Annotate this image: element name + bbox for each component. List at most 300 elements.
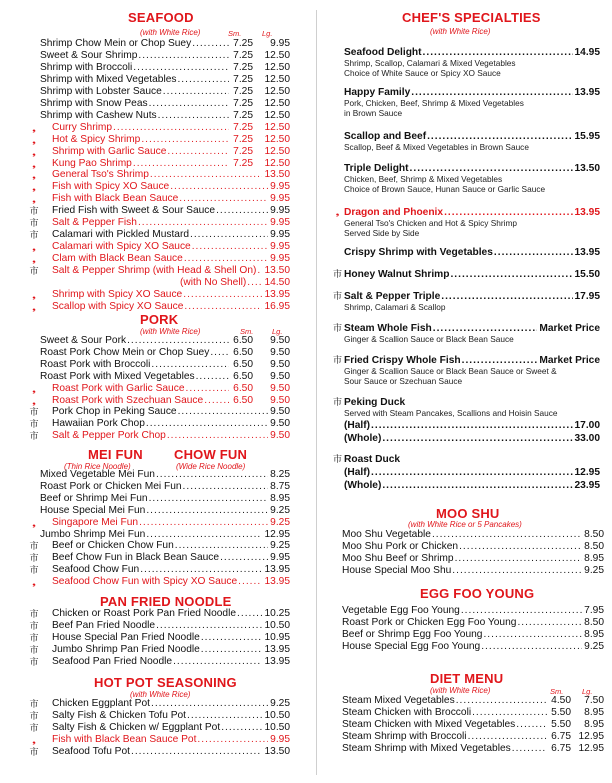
- leader-dots: [423, 46, 573, 59]
- hot-pepper-icon: ❟: [32, 254, 36, 265]
- menu-item-row: [0, 241, 300, 253]
- hot-pepper-icon: ❟: [32, 577, 36, 588]
- hot-pepper-icon: ❟: [32, 170, 36, 181]
- leader-dots: [113, 122, 229, 134]
- menu-item-row: [318, 529, 612, 541]
- menu-item-row: [0, 277, 300, 289]
- menu-item-row: [0, 146, 300, 158]
- chef-special-icon: 市: [29, 609, 39, 619]
- specialty-name: Crispy Shrimp with Vegetables: [344, 247, 493, 258]
- item-name: Salt & Pepper Shrimp (with Head & Shell On): [52, 265, 257, 277]
- leader-dots: [382, 432, 572, 445]
- price-large: 13.50: [264, 745, 290, 757]
- price-small: 6.50: [233, 335, 253, 346]
- leader-dots: [452, 565, 582, 577]
- specialty-line: [344, 86, 600, 99]
- price-large: 9.95: [270, 181, 290, 193]
- menu-item-row: [0, 38, 300, 50]
- menu-item-row: [318, 641, 612, 653]
- price-large: 13.95: [264, 576, 290, 588]
- leader-dots: [138, 50, 229, 62]
- chef-special-icon: 市: [29, 710, 39, 721]
- section-subtitle: (with White Rice): [140, 28, 201, 37]
- menu-item-row: [0, 193, 300, 205]
- price-large: 12.50: [264, 109, 290, 121]
- leader-dots: [170, 181, 268, 193]
- menu-item-row: [0, 265, 300, 277]
- hot-pepper-icon: ❟: [32, 734, 36, 745]
- price-large: 9.25: [584, 640, 604, 652]
- leader-dots: [149, 493, 268, 505]
- menu-item-row: [0, 632, 300, 644]
- menu-item-row: [318, 719, 612, 731]
- hot-pepper-icon: ❟: [335, 207, 340, 217]
- item-name: Chicken Eggplant Pot: [52, 698, 150, 709]
- chef-special-icon: 市: [29, 419, 39, 430]
- size-label: (Half): [344, 419, 371, 431]
- item-name: Roast Pork with Broccoli: [40, 358, 151, 370]
- price-large: 9.95: [270, 217, 290, 229]
- leader-dots: [472, 707, 547, 719]
- specialty-description: Served Side by Side: [344, 227, 420, 238]
- price-large: 14.50: [264, 277, 290, 288]
- item-name: Curry Shrimp: [52, 121, 113, 133]
- chef-special-icon: 市: [29, 632, 39, 643]
- price-large: 7.95: [584, 605, 604, 616]
- menu-item-row: [0, 430, 300, 442]
- price-large: 13.50: [264, 265, 290, 277]
- price-small: 4.50: [551, 695, 571, 706]
- menu-item-row: [0, 493, 300, 505]
- specialty-name: Steam Whole Fish: [344, 323, 432, 334]
- leader-dots: [146, 529, 262, 541]
- item-name: Seafood Chow Fun: [52, 564, 140, 576]
- price-large: 12.50: [264, 73, 290, 85]
- item-name: Roast Pork with Garlic Sauce: [52, 382, 185, 394]
- leader-dots: [133, 158, 229, 170]
- leader-dots: [432, 529, 582, 541]
- price-small: 5.50: [551, 718, 571, 730]
- menu-item-row: [0, 62, 300, 74]
- leader-dots: [371, 466, 572, 479]
- specialty-price: 15.95: [574, 131, 600, 142]
- price-large: 8.25: [270, 469, 290, 480]
- specialty-name: Happy Family: [344, 87, 411, 98]
- price-large: 8.75: [270, 480, 290, 492]
- leader-dots: [146, 505, 268, 517]
- chef-special-icon: 市: [29, 230, 39, 241]
- item-name: (with No Shell): [180, 277, 247, 288]
- item-name: House Special Moo Shu: [342, 564, 452, 576]
- price-small: 7.25: [233, 73, 253, 85]
- section-subtitle: (with White Rice or 5 Pancakes): [408, 520, 522, 529]
- price-large: 9.25: [270, 698, 290, 709]
- price-large: 12.50: [264, 97, 290, 109]
- price-small: 7.25: [233, 85, 253, 97]
- leader-dots: [184, 301, 262, 313]
- item-name: Singapore Mei Fun: [52, 516, 139, 528]
- leader-dots: [179, 193, 268, 205]
- item-name: Sweet & Sour Shrimp: [40, 49, 138, 61]
- specialty-line: [335, 206, 600, 219]
- leader-dots: [371, 419, 572, 432]
- menu-item-row: [0, 50, 300, 62]
- menu-item-row: [0, 371, 300, 383]
- item-name: Calamari with Spicy XO Sauce: [52, 241, 191, 253]
- price-large: 9.50: [270, 406, 290, 418]
- price-large: 12.50: [264, 61, 290, 73]
- specialty-line: [332, 268, 600, 281]
- hot-pepper-icon: ❟: [32, 146, 36, 157]
- specialty-name: Peking Duck: [344, 397, 406, 408]
- item-name: Shrimp with Cashew Nuts: [40, 109, 157, 121]
- price-large: 13.50: [264, 169, 290, 181]
- leader-dots: [481, 641, 582, 653]
- leader-dots: [441, 290, 572, 303]
- menu-item-row: [0, 644, 300, 656]
- specialty-name: Salt & Pepper Triple: [344, 291, 441, 302]
- hot-pepper-icon: ❟: [32, 517, 36, 528]
- price-large: 10.95: [264, 631, 290, 643]
- specialty-line: [344, 246, 600, 259]
- price-large: 10.50: [264, 709, 290, 721]
- size-label: (Whole): [344, 432, 382, 444]
- menu-item-row: [0, 289, 300, 301]
- specialty-item: [332, 396, 600, 445]
- specialty-item: [332, 322, 600, 345]
- specialty-item: [344, 46, 600, 78]
- specialty-price: 15.50: [574, 269, 600, 280]
- chef-special-icon: 市: [332, 323, 342, 333]
- specialty-description: Shrimp, Scallop, Calamari & Mixed Vegetables: [344, 58, 516, 68]
- menu-item-row: [0, 469, 300, 481]
- leader-dots: [151, 698, 268, 710]
- menu-item-row: [0, 734, 300, 746]
- column-divider: [316, 10, 317, 775]
- specialty-item: [335, 206, 600, 238]
- leader-dots: [139, 517, 268, 529]
- section-title: PORK: [140, 312, 179, 327]
- chef-special-icon: 市: [332, 355, 342, 365]
- hot-pepper-icon: ❟: [32, 383, 36, 394]
- menu-item-row: [0, 134, 300, 146]
- price-small: 7.25: [233, 157, 253, 169]
- price-large: 8.95: [584, 706, 604, 718]
- price-large: 9.25: [270, 504, 290, 516]
- price-large: 9.95: [270, 733, 290, 745]
- specialty-item: [332, 268, 600, 281]
- specialty-item: [332, 290, 600, 313]
- price-large: 9.50: [270, 382, 290, 394]
- specialty-price: Market Price: [539, 355, 600, 366]
- price-large: 10.50: [264, 721, 290, 733]
- price-large: 16.95: [264, 300, 290, 312]
- specialty-description: Shrimp, Calamari & Scallop: [344, 302, 446, 312]
- menu-item-row: [0, 335, 300, 347]
- price-large: 9.50: [270, 370, 290, 382]
- item-name: Fish with Spicy XO Sauce: [52, 181, 170, 193]
- price-small: 7.25: [233, 38, 253, 49]
- price-large: 8.50: [584, 540, 604, 552]
- specialty-price: 13.95: [574, 247, 600, 258]
- specialty-line: [332, 354, 600, 367]
- item-name: Steam Chicken with Broccoli: [342, 706, 472, 718]
- menu-item-row: [0, 98, 300, 110]
- price-small: 7.25: [233, 121, 253, 133]
- leader-dots: [178, 406, 268, 418]
- specialty-name: Honey Walnut Shrimp: [344, 269, 450, 280]
- leader-dots: [187, 710, 262, 722]
- leader-dots: [483, 629, 582, 641]
- menu-item-row: [0, 383, 300, 395]
- menu-item-row: [0, 608, 300, 620]
- section-title: PAN FRIED NOODLE: [100, 594, 232, 609]
- item-name: Moo Shu Vegetable: [342, 529, 431, 540]
- leader-dots: [149, 98, 229, 110]
- size-label: (Whole): [344, 480, 382, 491]
- specialty-item: [332, 354, 600, 386]
- price-small: 7.25: [233, 145, 253, 157]
- hot-pepper-icon: ❟: [32, 134, 36, 145]
- specialty-name: Dragon and Phoenix: [344, 207, 444, 218]
- menu-item-row: [0, 406, 300, 418]
- specialty-line: [344, 46, 600, 59]
- item-name: Jumbo Shrimp Pan Fried Noodle: [52, 643, 200, 655]
- price-large: 9.95: [270, 193, 290, 205]
- item-name: Shrimp with Spicy XO Sauce: [52, 288, 183, 300]
- item-name: Beef or Shrimp Egg Foo Young: [342, 628, 483, 640]
- leader-dots: [459, 541, 582, 553]
- chef-special-icon: 市: [29, 266, 39, 277]
- item-name: Salt & Pepper Pork Chop: [52, 430, 166, 442]
- item-name: Beef or Shrimp Mei Fun: [40, 492, 148, 504]
- section-title: MOO SHU: [436, 506, 500, 521]
- menu-item-row: [0, 359, 300, 371]
- menu-item-row: [318, 541, 612, 553]
- specialty-name: Fried Crispy Whole Fish: [344, 355, 461, 366]
- menu-item-row: [0, 418, 300, 430]
- chef-special-icon: 市: [332, 269, 342, 279]
- size-label: (Half): [344, 467, 371, 478]
- hot-pepper-icon: ❟: [32, 242, 36, 253]
- price-large: 8.95: [584, 628, 604, 640]
- chef-special-icon: 市: [29, 407, 39, 418]
- hot-pepper-icon: ❟: [32, 158, 36, 169]
- leader-dots: [201, 632, 262, 644]
- leader-dots: [133, 62, 229, 74]
- price-small: 6.50: [233, 394, 253, 406]
- price-large: 8.95: [584, 552, 604, 564]
- item-name: Shrimp with Broccoli: [40, 61, 133, 73]
- size-price-line: [344, 419, 600, 432]
- item-name: Shrimp with Garlic Sauce: [52, 145, 167, 157]
- specialty-item: [344, 86, 600, 118]
- item-name: Vegetable Egg Foo Young: [342, 605, 460, 616]
- hot-pepper-icon: ❟: [32, 194, 36, 205]
- price-small: 6.75: [551, 742, 571, 754]
- section-subtitle: (with White Rice): [130, 690, 191, 699]
- menu-item-row: [0, 540, 300, 552]
- menu-item-row: [318, 731, 612, 743]
- price-small: 6.75: [551, 730, 571, 742]
- chef-special-icon: 市: [29, 541, 39, 552]
- leader-dots: [462, 354, 538, 367]
- leader-dots: [138, 217, 268, 229]
- chef-special-icon: 市: [29, 722, 39, 733]
- item-name: Salt & Pepper Fish: [52, 217, 137, 229]
- menu-item-row: [0, 347, 300, 359]
- item-name: Seafood Chow Fun with Spicy XO Sauce: [52, 576, 238, 588]
- price-small: 6.50: [233, 370, 253, 382]
- price-large: 9.25: [270, 516, 290, 528]
- section-subtitle: (with White Rice): [430, 27, 491, 36]
- leader-dots: [456, 695, 547, 707]
- specialty-description: Served with Steam Pancakes, Scallions and Hoisin Sauce: [344, 408, 558, 418]
- price-large: 9.95: [270, 241, 290, 253]
- item-name: Scallop with Spicy XO Sauce: [52, 300, 184, 312]
- item-name: House Special Mei Fun: [40, 504, 146, 516]
- price-large: 9.95: [270, 205, 290, 217]
- specialty-description: General Tso's Chicken and Hot & Spicy Shrimp: [344, 218, 517, 228]
- item-name: Seafood Tofu Pot: [52, 745, 130, 757]
- hot-pepper-icon: ❟: [32, 182, 36, 193]
- leader-dots: [167, 430, 268, 442]
- item-name: Mixed Vegetable Mei Fun: [40, 469, 155, 480]
- item-name: Steam Shrimp with Broccoli: [342, 730, 467, 742]
- specialty-price: 13.95: [574, 207, 600, 218]
- item-name: General Tso's Shrimp: [52, 169, 149, 181]
- specialty-description: in Brown Sauce: [344, 107, 403, 118]
- menu-item-row: [0, 722, 300, 734]
- leader-dots: [494, 246, 573, 259]
- price-large: 9.50: [270, 335, 290, 346]
- chef-special-icon: 市: [29, 656, 39, 667]
- specialty-item: [344, 162, 600, 194]
- specialty-line: [332, 322, 600, 335]
- section-title: CHEF'S SPECIALTIES: [402, 10, 541, 25]
- item-name: Fish with Black Bean Sauce Pot: [52, 733, 197, 745]
- price-small: 7.25: [233, 49, 253, 61]
- price-large: 13.95: [264, 643, 290, 655]
- specialty-price: Market Price: [539, 323, 600, 334]
- menu-item-row: [318, 565, 612, 577]
- price-large: 12.50: [264, 49, 290, 61]
- specialty-description: Ginger & Scallion Sauce or Black Bean Sauce: [344, 334, 514, 344]
- leader-dots: [455, 553, 582, 565]
- section-subtitle: (with White Rice): [140, 327, 201, 336]
- price-large: 10.50: [264, 619, 290, 631]
- menu-item-row: [318, 629, 612, 641]
- item-name: Calamari with Pickled Mustard: [52, 229, 190, 241]
- leader-dots: [444, 206, 572, 219]
- specialty-description: Scallop, Beef & Mixed Vegetables in Brown Sauce: [344, 142, 529, 152]
- item-name: Fish with Black Bean Sauce: [52, 193, 179, 205]
- specialty-name: Scallop and Beef: [344, 131, 427, 142]
- price-large: 13.95: [264, 564, 290, 576]
- item-name: Beef Pan Fried Noodle: [52, 619, 156, 631]
- size-price-line: [344, 432, 600, 445]
- price-large: 12.95: [578, 730, 604, 742]
- specialty-price: 13.50: [574, 163, 600, 174]
- chef-special-icon: 市: [29, 644, 39, 655]
- specialty-description: Chicken, Beef, Shrimp & Mixed Vegetables: [344, 174, 503, 184]
- menu-item-row: [0, 181, 300, 193]
- price-small: 6.50: [233, 346, 253, 358]
- hot-pepper-icon: ❟: [32, 301, 36, 312]
- price-large: 9.50: [270, 394, 290, 406]
- leader-dots: [156, 469, 268, 481]
- item-name: Roast Pork Chow Mein or Chop Suey: [40, 346, 210, 358]
- leader-dots: [461, 605, 582, 617]
- menu-item-row: [0, 74, 300, 86]
- leader-dots: [450, 268, 572, 281]
- price-large: 10.25: [264, 608, 290, 619]
- item-name: House Special Egg Foo Young: [342, 640, 481, 652]
- menu-item-row: [318, 605, 612, 617]
- leader-dots: [382, 479, 572, 492]
- leader-dots: [468, 731, 547, 743]
- price-large: 9.95: [270, 229, 290, 241]
- item-name: Pork Chop in Peking Sauce: [52, 406, 177, 418]
- leader-dots: [127, 335, 229, 347]
- item-name: Moo Shu Pork or Chicken: [342, 540, 459, 552]
- chef-special-icon: 市: [29, 699, 39, 709]
- price-large: 12.50: [264, 157, 290, 169]
- specialty-description: Choice of White Sauce or Spicy XO Sauce: [344, 67, 501, 78]
- hot-pepper-icon: ❟: [32, 289, 36, 300]
- price-large: 9.50: [270, 418, 290, 430]
- leader-dots: [150, 169, 262, 181]
- price-large: 13.95: [264, 655, 290, 667]
- section-title: SEAFOOD: [128, 10, 194, 25]
- item-name: Fried Fish with Sweet & Sour Sauce: [52, 205, 216, 217]
- price-large: 8.95: [584, 718, 604, 730]
- menu-item-row: [0, 205, 300, 217]
- price-large: 12.50: [264, 121, 290, 133]
- menu-item-row: [0, 698, 300, 710]
- menu-item-row: [318, 707, 612, 719]
- size-price: 33.00: [574, 432, 600, 444]
- item-name: Steam Mixed Vegetables: [342, 695, 455, 706]
- item-name: House Special Pan Fried Noodle: [52, 631, 200, 643]
- price-large: 8.95: [270, 492, 290, 504]
- specialty-line: [332, 396, 600, 409]
- size-large-header: Lg.: [262, 29, 273, 38]
- price-large: 9.95: [270, 552, 290, 564]
- item-name: Shrimp Chow Mein or Chop Suey: [40, 38, 192, 49]
- chef-special-icon: 市: [332, 291, 342, 301]
- price-large: 9.25: [270, 540, 290, 552]
- item-name: Roast Pork with Mixed Vegetables: [40, 370, 195, 382]
- price-small: 6.50: [233, 382, 253, 394]
- price-small: 7.25: [233, 109, 253, 121]
- chef-special-icon: 市: [332, 454, 342, 464]
- price-large: 12.50: [264, 145, 290, 157]
- menu-item-row: [0, 217, 300, 229]
- price-large: 12.95: [264, 528, 290, 540]
- specialty-line: [332, 290, 600, 303]
- leader-dots: [410, 162, 573, 175]
- leader-dots: [175, 540, 268, 552]
- item-name: Seafood Pan Fried Noodle: [52, 655, 173, 667]
- item-name: Hot & Spicy Shrimp: [52, 133, 141, 145]
- leader-dots: [146, 418, 268, 430]
- leader-dots: [411, 86, 572, 99]
- leader-dots: [141, 134, 229, 146]
- menu-item-row: [318, 743, 612, 755]
- hot-pepper-icon: ❟: [32, 122, 36, 133]
- menu-item-row: [0, 158, 300, 170]
